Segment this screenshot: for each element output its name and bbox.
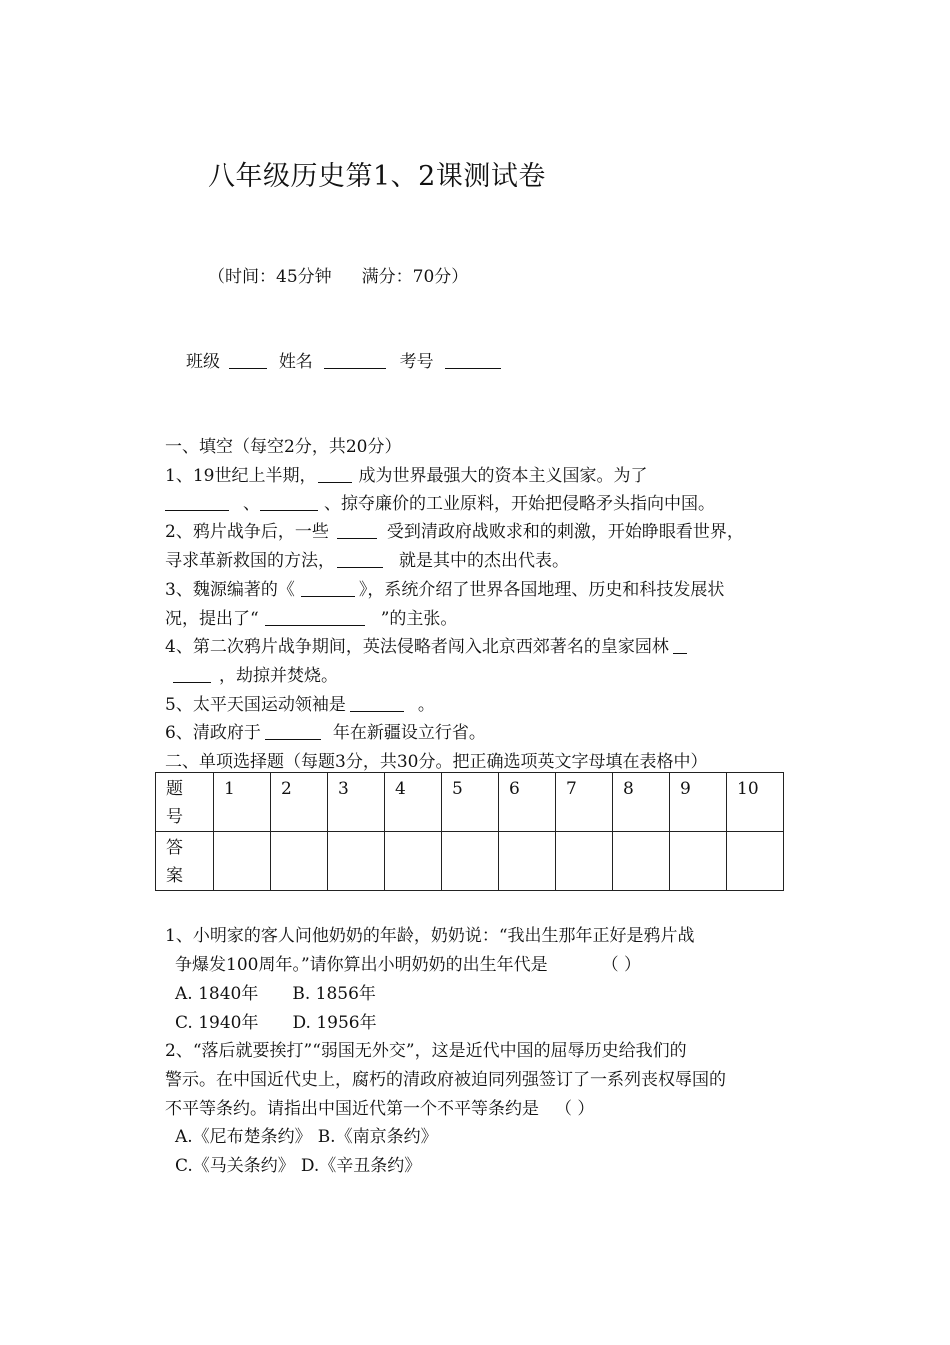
answer-cell[interactable]: [670, 832, 727, 891]
fill-q1-line2: [165, 489, 715, 514]
full-score: 满分：70分）: [361, 267, 469, 287]
option-a[interactable]: A.《尼布楚条约》: [175, 1127, 312, 1147]
mc-q1-line2: [175, 950, 641, 975]
text: 5、太平天国运动领袖是: [165, 695, 346, 715]
mc-q2-line2: 警示。在中国近代史上，腐朽的清政府被迫同列强签订了一系列丧权辱国的: [165, 1070, 726, 1090]
blank[interactable]: [350, 695, 404, 712]
mc-q2-line3: [165, 1094, 594, 1119]
blank[interactable]: [673, 637, 687, 654]
name-label: 姓名: [278, 352, 313, 372]
text: 况，提出了“: [165, 609, 259, 629]
blank[interactable]: [318, 466, 352, 483]
answer-cell[interactable]: [556, 832, 613, 891]
answer-cell[interactable]: [613, 832, 670, 891]
section2-heading: 二、单项选择题（每题3分，共30分。把正确选项英文字母填在表格中）: [165, 752, 708, 772]
blank[interactable]: [337, 522, 377, 539]
option-b[interactable]: B. 1856年: [292, 984, 376, 1004]
time-limit: （时间：45分钟: [208, 267, 332, 287]
class-label: 班级: [186, 352, 220, 372]
blank[interactable]: [165, 494, 229, 511]
row-label-answer: [156, 832, 214, 891]
fill-q3-line2: [165, 604, 457, 629]
answer-table: [155, 772, 784, 891]
mc-q2-options-ab: [175, 1122, 438, 1147]
option-b[interactable]: B.《南京条约》: [317, 1127, 438, 1147]
fill-q4-line1: [165, 632, 687, 657]
question-number-cell: 6: [499, 773, 556, 832]
answer-cell[interactable]: [499, 832, 556, 891]
question-number-cell: 1: [214, 773, 271, 832]
page-title: 八年级历史第1、2课测试卷: [208, 161, 546, 192]
question-number-cell: 3: [328, 773, 385, 832]
text: 、: [243, 494, 260, 514]
answer-cell[interactable]: [328, 832, 385, 891]
blank[interactable]: [301, 580, 355, 597]
option-d[interactable]: D.《辛丑条约》: [300, 1156, 422, 1176]
option-a[interactable]: A. 1840年: [175, 984, 259, 1004]
student-fields: [186, 347, 501, 372]
mc-q2-options-cd: [175, 1151, 421, 1176]
row-label-question-number: [156, 773, 214, 832]
question-number-cell: 10: [727, 773, 784, 832]
blank[interactable]: [337, 551, 383, 568]
answer-cell[interactable]: [214, 832, 271, 891]
mc-q2-line1: 2、“落后就要挨打”“弱国无外交”，这是近代中国的屈辱历史给我们的: [165, 1041, 687, 1061]
option-d[interactable]: D. 1956年: [292, 1013, 377, 1033]
answer-paren: （ ）: [555, 1099, 595, 1119]
text: 寻求革新救国的方法，: [165, 551, 335, 571]
mc-q1-options-ab: [175, 979, 376, 1004]
answer-cell[interactable]: [385, 832, 442, 891]
text: 3、魏源编著的《: [165, 580, 295, 600]
answer-paren: （ ）: [601, 955, 642, 975]
answer-cell[interactable]: [727, 832, 784, 891]
blank[interactable]: [260, 494, 318, 511]
exam-no-blank[interactable]: [445, 352, 501, 369]
mc-q1-options-cd: [175, 1008, 377, 1033]
fill-q1-line1: [165, 461, 647, 486]
question-number-cell: 9: [670, 773, 727, 832]
option-c[interactable]: C. 1940年: [175, 1013, 259, 1033]
text: 6、清政府于: [165, 723, 261, 743]
text: 1、19世纪上半期，: [165, 466, 317, 486]
text: 年在新疆设立行省。: [332, 723, 486, 743]
text: 题: [166, 779, 183, 799]
answer-cell[interactable]: [271, 832, 328, 891]
table-row: [156, 773, 784, 832]
blank[interactable]: [265, 609, 365, 626]
fill-q4-line2: [165, 661, 338, 686]
blank[interactable]: [173, 666, 211, 683]
text: 不平等条约。请指出中国近代第一个不平等条约是: [165, 1099, 539, 1119]
question-number-cell: 4: [385, 773, 442, 832]
class-blank[interactable]: [229, 352, 267, 369]
exam-no-label: 考号: [399, 352, 434, 372]
text: 4、第二次鸦片战争期间，英法侵略者闯入北京西郊著名的皇家园林: [165, 637, 669, 657]
fill-q5: [165, 690, 435, 715]
text: 、掠夺廉价的工业原料，开始把侵略矛头指向中国。: [324, 494, 715, 514]
text: 。: [417, 695, 435, 715]
answer-cell[interactable]: [442, 832, 499, 891]
text: 答: [166, 838, 183, 858]
question-number-cell: 5: [442, 773, 499, 832]
option-c[interactable]: C.《马关条约》: [175, 1156, 295, 1176]
fill-q2-line2: [165, 546, 569, 571]
text: 2、鸦片战争后，一些: [165, 522, 329, 542]
fill-q6: [165, 718, 486, 743]
question-number-cell: 2: [271, 773, 328, 832]
text: 》，系统介绍了世界各国地理、历史和科技发展状: [358, 580, 725, 600]
text: 就是其中的杰出代表。: [399, 551, 569, 571]
text: ，劫掠并焚烧。: [219, 666, 338, 686]
table-row: [156, 832, 784, 891]
section1-heading: 一、填空（每空2分，共20分）: [165, 437, 402, 457]
name-blank[interactable]: [324, 352, 386, 369]
text: 争爆发100周年。”请你算出小明奶奶的出生年代是: [175, 955, 548, 975]
text: ”的主张。: [380, 609, 458, 629]
question-number-cell: 7: [556, 773, 613, 832]
exam-info: [208, 262, 468, 287]
question-number-cell: 8: [613, 773, 670, 832]
mc-q1-line1: 1、小明家的客人问他奶奶的年龄，奶奶说：“我出生那年正好是鸦片战: [165, 926, 695, 946]
fill-q3-line1: [165, 575, 724, 600]
text: 案: [166, 866, 183, 886]
text: 受到清政府战败求和的刺激，开始睁眼看世界，: [386, 522, 744, 542]
blank[interactable]: [265, 723, 321, 740]
text: 成为世界最强大的资本主义国家。为了: [358, 466, 648, 486]
fill-q2-line1: [165, 517, 744, 542]
text: 号: [166, 807, 183, 827]
